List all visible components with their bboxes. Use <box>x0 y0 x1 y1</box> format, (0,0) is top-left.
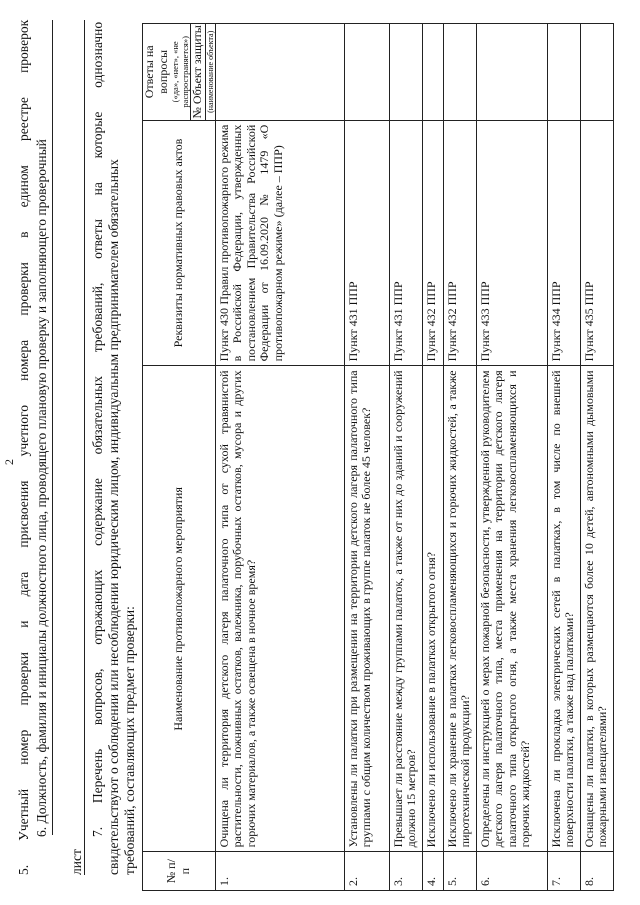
header-answers <box>143 24 216 121</box>
header-req: Реквизиты нормативных правовых актов <box>143 120 216 366</box>
row-req: Пункт 430 Правил противопожарного режима в Российской Федерации, утвержденных постановлением Правительства Российской Федерации от 16.09.2020 № 1479 «О противопожарном режиме» (далее – ППР) <box>215 120 344 366</box>
item-6-line: 6. Должность, фамилия и инициалы должностного лица, проводящего плановую проверку и заполняющего проверочный <box>34 139 49 837</box>
header-object: № Объект защиты <box>190 25 204 119</box>
row-answer-cell[interactable] <box>422 24 443 121</box>
row-req: Пункт 435 ППР <box>580 120 613 366</box>
row-req: Пункт 433 ППР <box>476 120 547 366</box>
row-req: Пункт 434 ППР <box>547 120 580 366</box>
table-row <box>443 24 476 891</box>
row-name: Определены ли инструкцией о мерах пожарной безопасности, утвержденной руководителем детского лагеря палаточного типа, места применения на территории детского лагеря палаточного типа открытого огня, а также места хранения легковоспламеняющихся и горючих жидкостей? <box>476 366 547 852</box>
row-num: 4. <box>422 852 443 891</box>
row-answer-cell[interactable] <box>344 24 389 121</box>
table-row <box>422 24 443 891</box>
table-row <box>215 24 344 891</box>
row-req: Пункт 432 ППР <box>443 120 476 366</box>
row-num: 5. <box>443 852 476 891</box>
row-num: 6. <box>476 852 547 891</box>
row-num: 7. <box>547 852 580 891</box>
row-num: 1. <box>215 852 344 891</box>
header-object-sub: (наименование объекта) <box>205 24 215 120</box>
row-answer-cell[interactable] <box>215 24 344 121</box>
row-name: Очищена ли территория детского лагеря палаточного типа от сухой травянистой растительности, пожнивных остатков, валежника, порубочных остатков, мусора и других горючих материалов, а также освещена в ночное время? <box>215 366 344 852</box>
table-row <box>476 24 547 891</box>
row-name: Исключено ли использование в палатках открытого огня? <box>422 366 443 852</box>
header-name: Наименование противопожарного мероприятия <box>143 366 216 852</box>
word-list: лист <box>69 849 84 875</box>
row-name: Превышает ли расстояние между группами палаток, а также от них до зданий и сооружений должно 15 метров? <box>389 366 422 852</box>
table-row <box>580 24 613 891</box>
row-req: Пункт 431 ППР <box>344 120 389 366</box>
row-answer-cell[interactable] <box>547 24 580 121</box>
item-7-line-2: свидетельствуют о соблюдении или несоблюдении юридическим лицом, индивидуальным предпринимателем обязательных <box>106 159 121 875</box>
row-name: Исключено ли хранение в палатках легковоспламеняющихся и горючих жидкостей, а также пиротехнической продукции? <box>443 366 476 852</box>
item-7-line-3: требований, составляющих предмет проверки: <box>122 606 137 875</box>
item-7-line-1: 7. Перечень вопросов, отражающих содержание обязательных требований, ответы на которые однозначно <box>90 21 105 837</box>
item-5-line: 5. Учетный номер проверки и дата присвоения учетного номера проверки в едином реестре проверок <box>16 19 31 875</box>
row-num: 8. <box>580 852 613 891</box>
row-req: Пункт 432 ППР <box>422 120 443 366</box>
row-answer-cell[interactable] <box>389 24 422 121</box>
header-answers-title: Ответы на вопросы <box>142 45 170 99</box>
fill-line-item-6 <box>84 20 85 875</box>
row-num: 2. <box>344 852 389 891</box>
fill-line-item-5 <box>52 20 53 835</box>
page-number: 2 <box>2 459 16 465</box>
checklist-table <box>142 23 614 891</box>
row-answer-cell[interactable] <box>443 24 476 121</box>
header-num: № п/п <box>143 852 216 891</box>
row-req: Пункт 431 ППР <box>389 120 422 366</box>
row-num: 3. <box>389 852 422 891</box>
table-row <box>389 24 422 891</box>
table-row <box>344 24 389 891</box>
table-header-row <box>143 24 216 891</box>
row-name: Оснащены ли палатки, в которых размещаются более 10 детей, автономными дымовыми пожарными извещателями? <box>580 366 613 852</box>
header-answers-sub: («да», «нет», «не распространяется») <box>170 36 190 108</box>
row-answer-cell[interactable] <box>476 24 547 121</box>
row-name: Установлены ли палатки при размещении на территории детского лагеря палаточного типа группами с общим количеством проживающих в группе палаток не более 45 человек? <box>344 366 389 852</box>
table-row <box>547 24 580 891</box>
row-answer-cell[interactable] <box>580 24 613 121</box>
row-name: Исключена ли прокладка электрических сетей в палатках, в том числе по внешней поверхности палатки, а также над палатками? <box>547 366 580 852</box>
